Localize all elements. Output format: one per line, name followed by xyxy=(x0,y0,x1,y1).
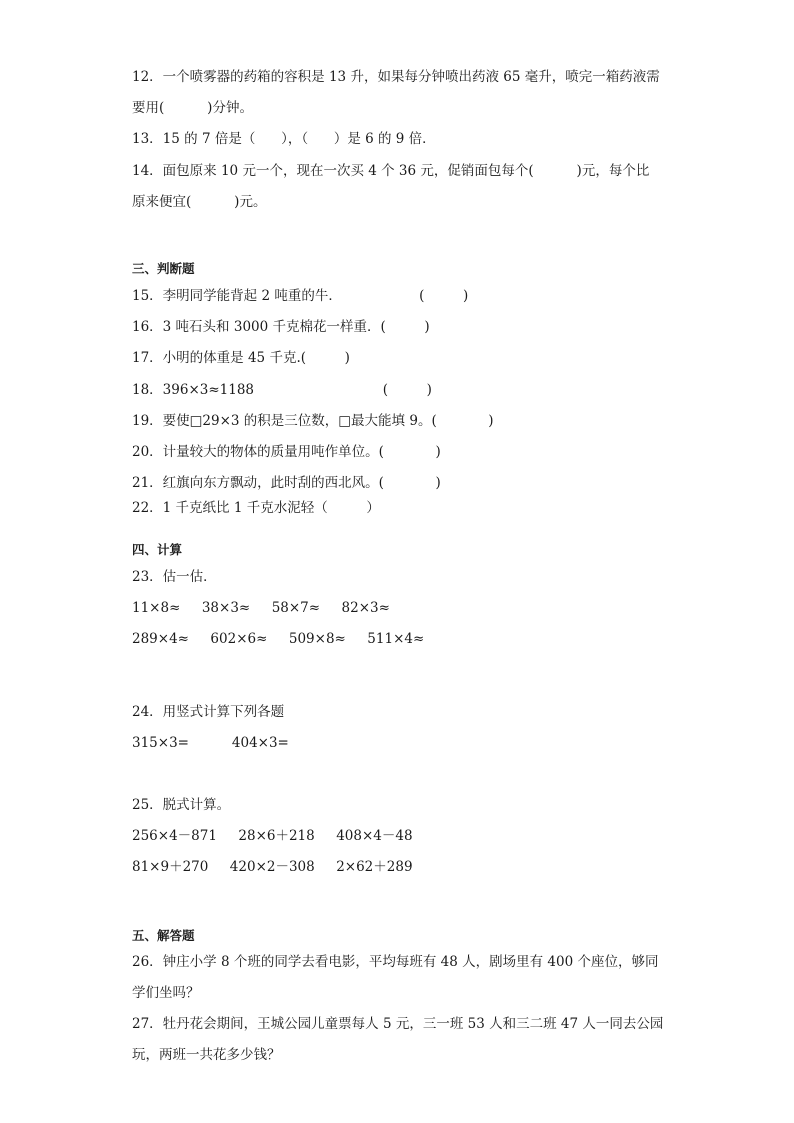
question-12-line-1: 12．一个喷雾器的药箱的容积是 13 升，如果每分钟喷出药液 65 毫升，喷完一箱药液需 xyxy=(132,69,660,85)
question-27-line-2: 玩，两班一共花多少钱？ xyxy=(132,1047,281,1063)
question-25-row-1: 256×4－871 28×6＋218 408×4－48 xyxy=(132,828,413,844)
question-19: 19．要使□29×3 的积是三位数，□最大能填 9。( ) xyxy=(132,413,494,429)
question-25-title: 25．脱式计算。 xyxy=(132,797,231,813)
question-27-line-1: 27．牡丹花会期间，王城公园儿童票每人 5 元，三一班 53 人和三二班 47 人一同去公园 xyxy=(132,1016,664,1032)
question-12-line-2: 要用( )分钟。 xyxy=(132,100,253,116)
question-13: 13．15 的 7 倍是（ ），（ ）是 6 的 9 倍． xyxy=(132,131,436,147)
question-17: 17．小明的体重是 45 千克.( ) xyxy=(132,350,350,366)
question-25-row-2: 81×9＋270 420×2－308 2×62＋289 xyxy=(132,859,413,875)
question-23-title: 23．估一估． xyxy=(132,569,217,585)
question-14-line-2: 原来便宜( )元。 xyxy=(132,194,267,210)
question-15: 15．李明同学能背起 2 吨重的牛． ( ) xyxy=(132,288,469,304)
question-24-title: 24．用竖式计算下列各题 xyxy=(132,704,285,720)
question-26-line-2: 学们坐吗？ xyxy=(132,985,200,1001)
question-20: 20．计量较大的物体的质量用吨作单位。( ) xyxy=(132,444,441,460)
question-21: 21．红旗向东方飘动，此时刮的西北风。( ) xyxy=(132,475,441,491)
section-heading-calc: 四、计算 xyxy=(132,542,183,557)
question-14-line-1: 14．面包原来 10 元一个，现在一次买 4 个 36 元，促销面包每个( )元，每个比 xyxy=(132,163,650,179)
question-18: 18．396×3≈1188 ( ) xyxy=(132,382,432,398)
section-heading-judge: 三、判断题 xyxy=(132,261,195,276)
section-heading-solve: 五、解答题 xyxy=(132,928,195,943)
question-23-row-1: 11×8≈ 38×3≈ 58×7≈ 82×3≈ xyxy=(132,600,390,616)
question-26-line-1: 26．钟庄小学 8 个班的同学去看电影，平均每班有 48 人，剧场里有 400 个座位，够同 xyxy=(132,954,659,970)
question-16: 16．3 吨石头和 3000 千克棉花一样重．( ) xyxy=(132,319,430,335)
question-23-row-2: 289×4≈ 602×6≈ 509×8≈ 511×4≈ xyxy=(132,631,425,647)
question-24-row-1: 315×3= 404×3= xyxy=(132,735,289,751)
question-22: 22．1 千克纸比 1 千克水泥轻（ ） xyxy=(132,500,380,516)
